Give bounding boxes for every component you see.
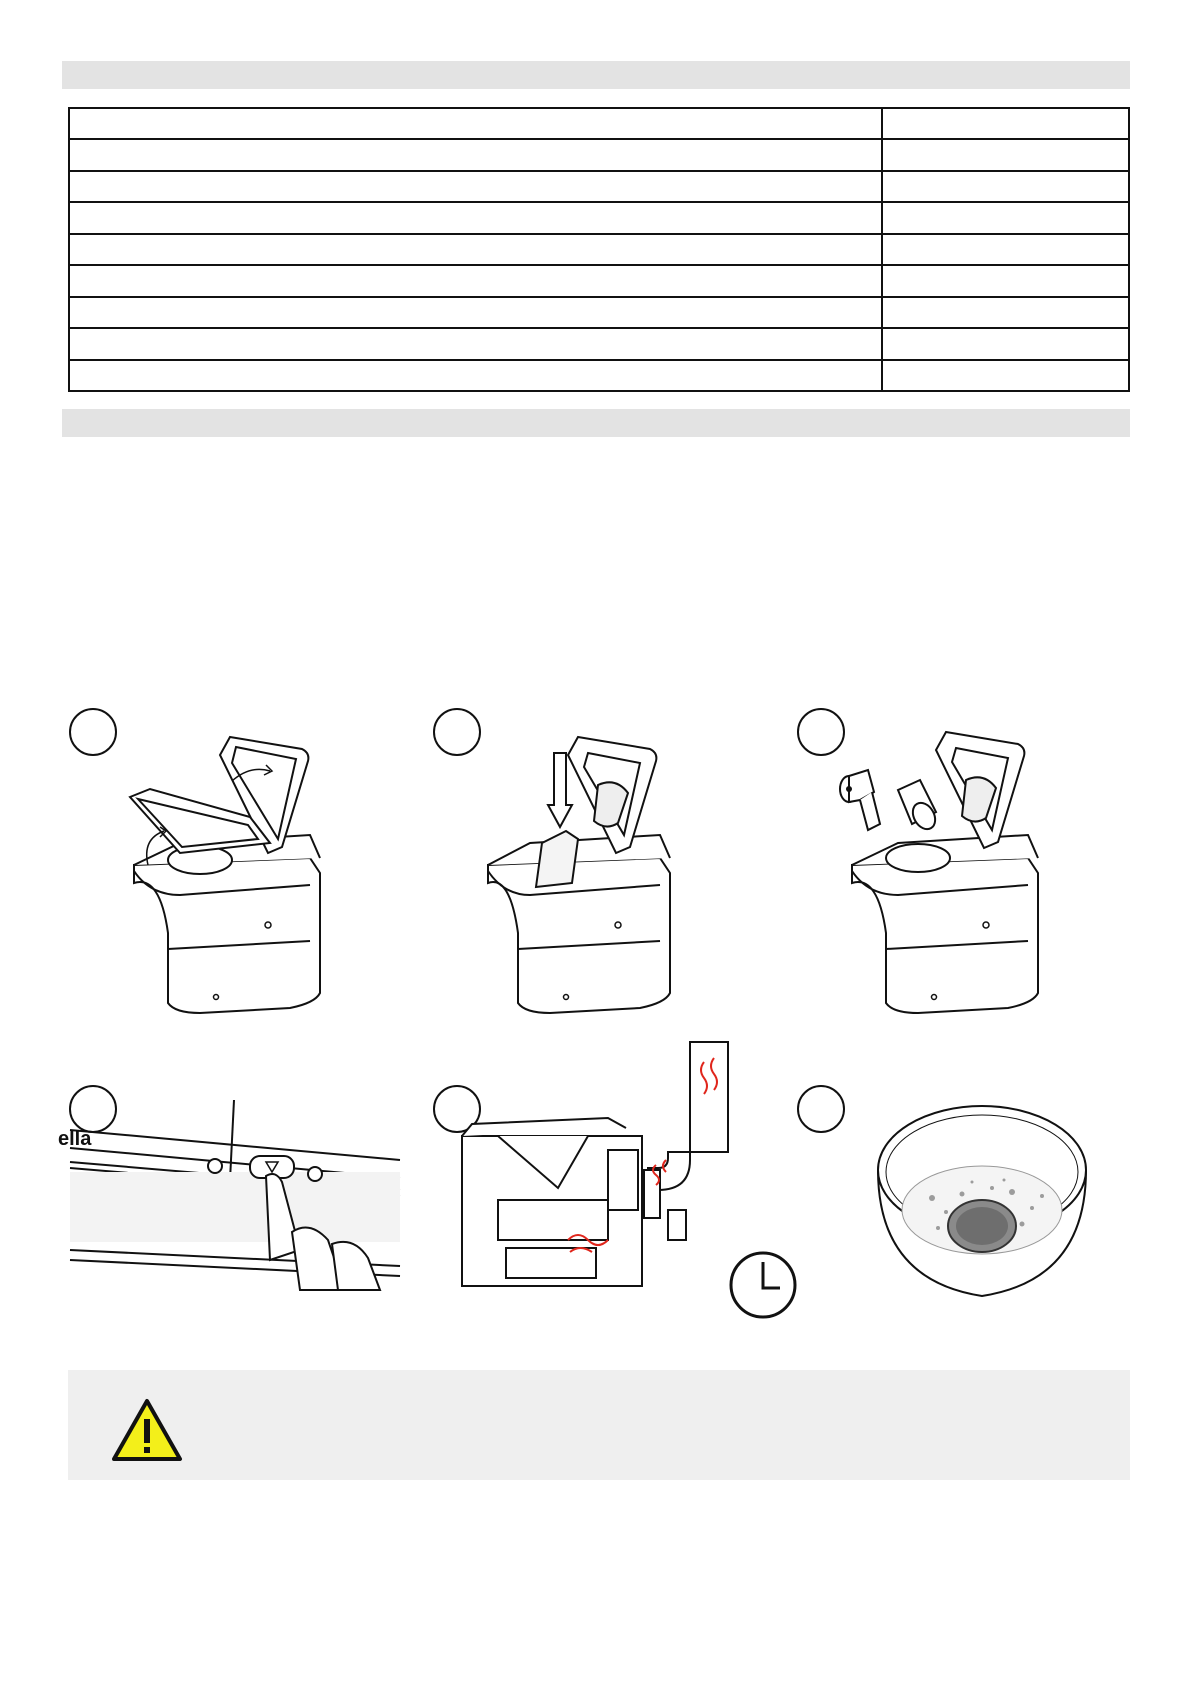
warning-triangle-icon [110, 1397, 184, 1463]
table-cell-value [882, 360, 1129, 392]
step-number-circle [433, 708, 481, 756]
table-cell-value [882, 171, 1129, 202]
table-row [69, 297, 1129, 328]
table-row [69, 171, 1129, 202]
table-cell-label [69, 265, 882, 296]
step-number-circle [69, 708, 117, 756]
start-button-panel-illustration [58, 1090, 400, 1290]
table-row [69, 202, 1129, 233]
table-cell-label [69, 108, 882, 139]
table-cell-label [69, 171, 882, 202]
table-cell-label [69, 139, 882, 170]
table-cell-label [69, 297, 882, 328]
table-row [69, 328, 1129, 359]
table-cell-value [882, 328, 1129, 359]
table-cell-value [882, 234, 1129, 265]
toilet-insert-liner-illustration [490, 735, 700, 1035]
table-row [69, 108, 1129, 139]
warning-box [68, 1370, 1130, 1480]
table-cell-label [69, 328, 882, 359]
toilet-open-lid-illustration [120, 735, 330, 1035]
spec-table [68, 107, 1130, 392]
clock-icon [731, 1253, 795, 1317]
table-cell-value [882, 139, 1129, 170]
table-cell-value [882, 202, 1129, 233]
table-row [69, 234, 1129, 265]
brand-fragment: ella [58, 1128, 92, 1150]
table-cell-label [69, 202, 882, 233]
table-row [69, 360, 1129, 392]
table-cell-value [882, 297, 1129, 328]
incineration-cycle-illustration [458, 1040, 798, 1320]
ash-container-illustration [872, 1100, 1092, 1305]
table-cell-label [69, 234, 882, 265]
table-cell-value [882, 108, 1129, 139]
step-number-circle [797, 1085, 845, 1133]
table-cell-label [69, 360, 882, 392]
section-header-band [62, 409, 1130, 437]
table-row [69, 265, 1129, 296]
table-row [69, 139, 1129, 170]
section-header-band [62, 61, 1130, 89]
table-cell-value [882, 265, 1129, 296]
toilet-paper-and-cup-illustration [838, 730, 1088, 1035]
